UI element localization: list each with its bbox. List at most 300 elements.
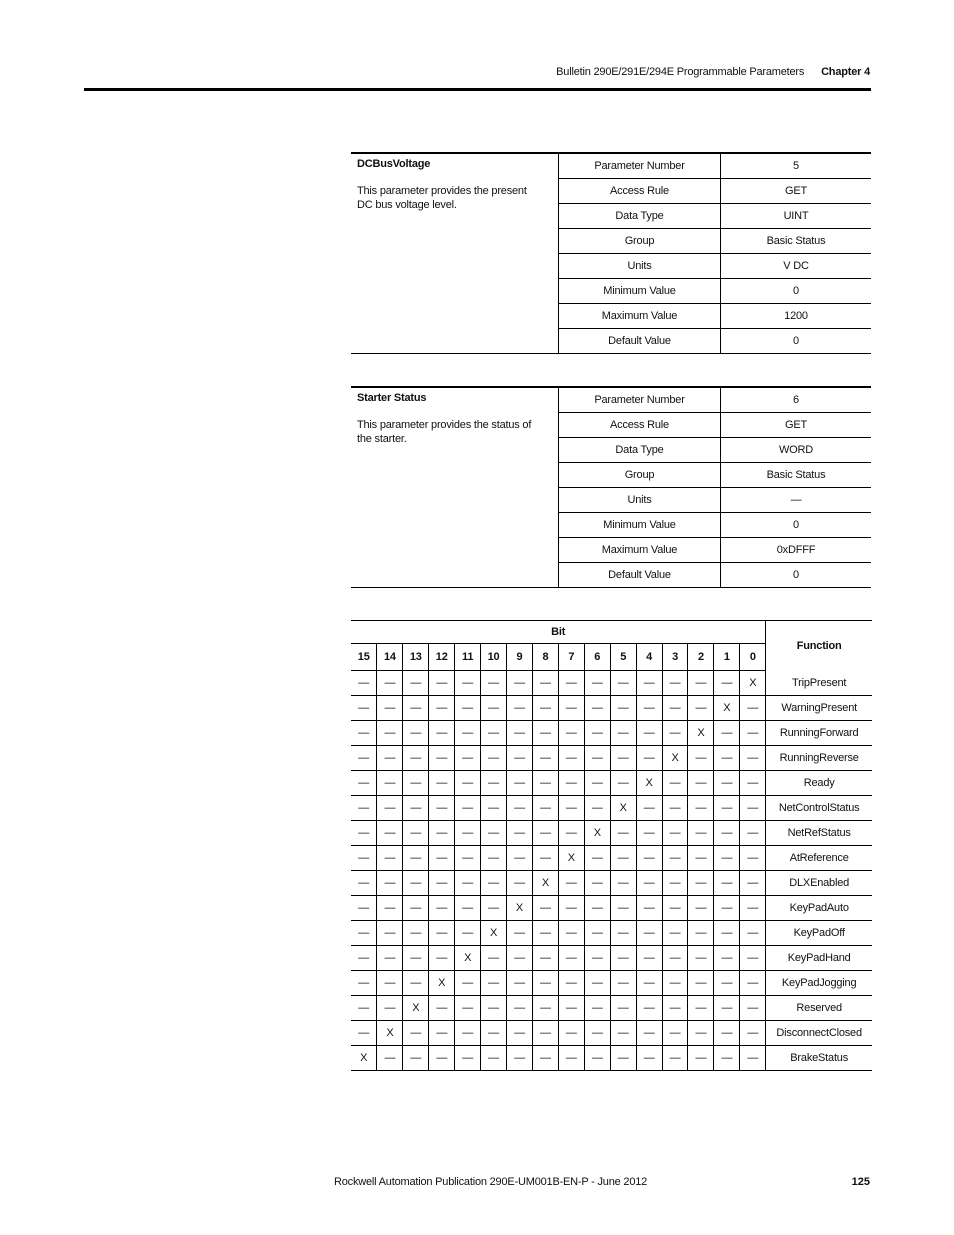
bit-cell: — bbox=[688, 971, 714, 996]
bit-cell: — bbox=[377, 896, 403, 921]
bit-cell: — bbox=[662, 796, 688, 821]
parameter-value: 5 bbox=[721, 153, 872, 179]
bit-cell: — bbox=[714, 671, 740, 696]
bit-cell: — bbox=[740, 846, 766, 871]
bit-cell: — bbox=[455, 771, 481, 796]
bit-cell: — bbox=[662, 896, 688, 921]
bit-cell: — bbox=[558, 746, 584, 771]
bit-cell: X bbox=[662, 746, 688, 771]
bit-cell: — bbox=[662, 821, 688, 846]
bit-cell: — bbox=[481, 871, 507, 896]
bit-cell: — bbox=[636, 796, 662, 821]
bit-cell: X bbox=[481, 921, 507, 946]
bit-cell: — bbox=[377, 946, 403, 971]
parameter-label: Access Rule bbox=[559, 179, 721, 204]
bit-cell: X bbox=[403, 996, 429, 1021]
bit-cell: — bbox=[714, 721, 740, 746]
bit-cell: — bbox=[714, 771, 740, 796]
bit-cell: — bbox=[610, 771, 636, 796]
parameter-value: — bbox=[721, 488, 872, 513]
bit-cell: — bbox=[403, 821, 429, 846]
bit-cell: — bbox=[636, 1021, 662, 1046]
parameter-table-starter-status bbox=[351, 386, 871, 588]
bit-header: Bit bbox=[351, 621, 766, 644]
bit-cell: — bbox=[558, 996, 584, 1021]
bit-cell: — bbox=[532, 946, 558, 971]
bit-cell: — bbox=[351, 746, 377, 771]
bit-cell: — bbox=[714, 821, 740, 846]
bit-cell: — bbox=[507, 846, 533, 871]
bit-row bbox=[351, 671, 872, 696]
bit-function: TripPresent bbox=[766, 671, 872, 696]
bit-cell: — bbox=[455, 996, 481, 1021]
bit-cell: — bbox=[610, 671, 636, 696]
bit-cell: — bbox=[455, 746, 481, 771]
bit-cell: — bbox=[403, 721, 429, 746]
bit-cell: — bbox=[403, 796, 429, 821]
bit-row bbox=[351, 1046, 872, 1071]
bit-cell: — bbox=[740, 796, 766, 821]
bit-cell: — bbox=[455, 1021, 481, 1046]
bit-cell: — bbox=[558, 971, 584, 996]
bit-cell: — bbox=[377, 971, 403, 996]
bit-cell: — bbox=[636, 921, 662, 946]
bit-number-15: 15 bbox=[351, 644, 377, 671]
bit-cell: — bbox=[507, 971, 533, 996]
bit-cell: X bbox=[429, 971, 455, 996]
bit-cell: — bbox=[532, 896, 558, 921]
bit-row bbox=[351, 696, 872, 721]
bit-cell: — bbox=[429, 871, 455, 896]
bit-cell: — bbox=[636, 671, 662, 696]
parameter-label: Minimum Value bbox=[559, 513, 721, 538]
bit-cell: — bbox=[558, 696, 584, 721]
bit-cell: — bbox=[403, 946, 429, 971]
bit-number-9: 9 bbox=[507, 644, 533, 671]
bit-cell: — bbox=[636, 946, 662, 971]
bit-cell: — bbox=[455, 846, 481, 871]
bit-cell: — bbox=[377, 721, 403, 746]
bit-cell: — bbox=[740, 971, 766, 996]
bit-cell: — bbox=[532, 771, 558, 796]
bit-cell: — bbox=[532, 746, 558, 771]
bit-cell: — bbox=[584, 996, 610, 1021]
bit-cell: — bbox=[636, 996, 662, 1021]
parameter-value: 0 bbox=[721, 279, 872, 304]
bit-function: RunningForward bbox=[766, 721, 872, 746]
bit-cell: — bbox=[610, 821, 636, 846]
bit-function: Ready bbox=[766, 771, 872, 796]
bit-cell: — bbox=[610, 871, 636, 896]
bit-cell: — bbox=[584, 946, 610, 971]
parameter-label: Units bbox=[559, 254, 721, 279]
bit-number-5: 5 bbox=[610, 644, 636, 671]
bit-cell: — bbox=[584, 846, 610, 871]
bit-cell: — bbox=[610, 846, 636, 871]
bit-cell: — bbox=[688, 746, 714, 771]
bit-cell: — bbox=[714, 896, 740, 921]
bit-cell: — bbox=[636, 896, 662, 921]
bit-function: NetRefStatus bbox=[766, 821, 872, 846]
bit-cell: — bbox=[507, 996, 533, 1021]
bit-cell: — bbox=[429, 796, 455, 821]
bit-cell: — bbox=[662, 846, 688, 871]
bit-cell: — bbox=[662, 871, 688, 896]
bit-cell: — bbox=[429, 721, 455, 746]
bit-number-3: 3 bbox=[662, 644, 688, 671]
bit-cell: — bbox=[688, 996, 714, 1021]
bit-cell: — bbox=[662, 971, 688, 996]
parameter-value: 0xDFFF bbox=[721, 538, 872, 563]
bit-number-12: 12 bbox=[429, 644, 455, 671]
bit-cell: — bbox=[714, 996, 740, 1021]
starter-status-bit-table bbox=[351, 620, 872, 1071]
bit-cell: — bbox=[688, 821, 714, 846]
parameter-table-dcbusvoltage bbox=[351, 152, 871, 354]
bit-cell: — bbox=[532, 921, 558, 946]
bit-cell: X bbox=[558, 846, 584, 871]
bit-cell: — bbox=[377, 921, 403, 946]
bit-cell: — bbox=[636, 1046, 662, 1071]
bit-cell: — bbox=[740, 1046, 766, 1071]
bit-function: KeyPadJogging bbox=[766, 971, 872, 996]
bit-function: BrakeStatus bbox=[766, 1046, 872, 1071]
bit-cell: X bbox=[740, 671, 766, 696]
bit-cell: — bbox=[455, 671, 481, 696]
bit-cell: — bbox=[455, 696, 481, 721]
parameter-description: This parameter provides the status of the starter. bbox=[357, 419, 532, 445]
bit-cell: — bbox=[532, 821, 558, 846]
bit-cell: — bbox=[662, 771, 688, 796]
bit-function: WarningPresent bbox=[766, 696, 872, 721]
bit-cell: — bbox=[377, 996, 403, 1021]
bit-number-4: 4 bbox=[636, 644, 662, 671]
bit-cell: — bbox=[662, 696, 688, 721]
bit-cell: — bbox=[403, 1021, 429, 1046]
bit-cell: — bbox=[662, 721, 688, 746]
bit-cell: — bbox=[481, 821, 507, 846]
bit-cell: — bbox=[351, 896, 377, 921]
bit-cell: — bbox=[636, 971, 662, 996]
bit-cell: — bbox=[429, 771, 455, 796]
bit-cell: — bbox=[532, 1021, 558, 1046]
bit-function: AtReference bbox=[766, 846, 872, 871]
bit-cell: — bbox=[351, 821, 377, 846]
parameter-value: 0 bbox=[721, 513, 872, 538]
bit-cell: — bbox=[688, 1021, 714, 1046]
bit-cell: — bbox=[662, 946, 688, 971]
bit-cell: — bbox=[714, 846, 740, 871]
bit-cell: — bbox=[532, 846, 558, 871]
bit-cell: — bbox=[636, 821, 662, 846]
bit-cell: — bbox=[740, 771, 766, 796]
bit-cell: — bbox=[610, 996, 636, 1021]
parameter-label: Default Value bbox=[559, 563, 721, 588]
bit-cell: — bbox=[610, 1046, 636, 1071]
bit-cell: — bbox=[688, 846, 714, 871]
bit-cell: — bbox=[584, 1021, 610, 1046]
bit-cell: X bbox=[507, 896, 533, 921]
bit-cell: — bbox=[740, 896, 766, 921]
bit-cell: — bbox=[455, 821, 481, 846]
bit-function: DisconnectClosed bbox=[766, 1021, 872, 1046]
bit-cell: — bbox=[584, 971, 610, 996]
bit-cell: — bbox=[740, 921, 766, 946]
bit-cell: X bbox=[377, 1021, 403, 1046]
parameter-value: V DC bbox=[721, 254, 872, 279]
bit-cell: — bbox=[377, 796, 403, 821]
bit-cell: — bbox=[558, 921, 584, 946]
bit-cell: — bbox=[507, 746, 533, 771]
bit-row bbox=[351, 746, 872, 771]
bit-cell: — bbox=[429, 746, 455, 771]
bit-cell: — bbox=[558, 1021, 584, 1046]
bit-cell: — bbox=[662, 996, 688, 1021]
bit-cell: — bbox=[714, 1021, 740, 1046]
bit-cell: — bbox=[351, 1021, 377, 1046]
bit-cell: — bbox=[584, 796, 610, 821]
bit-cell: — bbox=[507, 946, 533, 971]
header-chapter: Chapter 4 bbox=[821, 66, 870, 78]
bit-cell: — bbox=[532, 996, 558, 1021]
bit-number-13: 13 bbox=[403, 644, 429, 671]
bit-cell: — bbox=[481, 996, 507, 1021]
bit-cell: — bbox=[455, 871, 481, 896]
parameter-name: Starter Status bbox=[357, 392, 427, 404]
bit-cell: — bbox=[610, 971, 636, 996]
bit-function: KeyPadHand bbox=[766, 946, 872, 971]
bit-cell: — bbox=[688, 896, 714, 921]
bit-cell: — bbox=[481, 721, 507, 746]
bit-row bbox=[351, 971, 872, 996]
bit-cell: — bbox=[351, 871, 377, 896]
bit-cell: — bbox=[740, 946, 766, 971]
page-header bbox=[556, 66, 870, 78]
parameter-label: Access Rule bbox=[559, 413, 721, 438]
bit-cell: — bbox=[403, 746, 429, 771]
bit-cell: — bbox=[740, 746, 766, 771]
bit-cell: — bbox=[403, 1046, 429, 1071]
bit-row bbox=[351, 846, 872, 871]
bit-cell: — bbox=[377, 1046, 403, 1071]
parameter-value: WORD bbox=[721, 438, 872, 463]
bit-cell: X bbox=[714, 696, 740, 721]
bit-cell: — bbox=[532, 696, 558, 721]
bit-cell: — bbox=[610, 721, 636, 746]
bit-cell: — bbox=[455, 1046, 481, 1071]
parameter-row bbox=[351, 387, 871, 413]
bit-cell: — bbox=[714, 746, 740, 771]
footer-publication: Rockwell Automation Publication 290E-UM001B-EN-P - June 2012 bbox=[334, 1176, 648, 1188]
bit-number-6: 6 bbox=[584, 644, 610, 671]
parameter-label: Maximum Value bbox=[559, 538, 721, 563]
parameter-label: Maximum Value bbox=[559, 304, 721, 329]
bit-cell: — bbox=[610, 946, 636, 971]
bit-cell: — bbox=[351, 921, 377, 946]
bit-cell: — bbox=[455, 921, 481, 946]
header-rule bbox=[84, 88, 871, 91]
bit-cell: — bbox=[455, 721, 481, 746]
bit-cell: — bbox=[403, 896, 429, 921]
bit-cell: — bbox=[377, 771, 403, 796]
bit-cell: X bbox=[532, 871, 558, 896]
bit-cell: — bbox=[584, 696, 610, 721]
bit-cell: — bbox=[403, 696, 429, 721]
bit-cell: — bbox=[377, 696, 403, 721]
bit-cell: — bbox=[688, 1046, 714, 1071]
bit-cell: — bbox=[636, 746, 662, 771]
bit-cell: — bbox=[610, 896, 636, 921]
parameter-description-cell bbox=[351, 387, 559, 588]
bit-cell: — bbox=[429, 1046, 455, 1071]
parameter-label: Minimum Value bbox=[559, 279, 721, 304]
bit-cell: — bbox=[481, 896, 507, 921]
bit-cell: — bbox=[740, 821, 766, 846]
bit-cell: — bbox=[481, 746, 507, 771]
bit-cell: — bbox=[351, 971, 377, 996]
bit-cell: — bbox=[584, 896, 610, 921]
bit-cell: — bbox=[688, 946, 714, 971]
parameter-value: GET bbox=[721, 179, 872, 204]
bit-cell: — bbox=[532, 1046, 558, 1071]
bit-cell: — bbox=[429, 671, 455, 696]
bit-cell: — bbox=[662, 921, 688, 946]
bit-cell: — bbox=[558, 1046, 584, 1071]
bit-row bbox=[351, 796, 872, 821]
bit-cell: — bbox=[507, 771, 533, 796]
bit-cell: — bbox=[481, 1046, 507, 1071]
bit-cell: — bbox=[351, 946, 377, 971]
bit-function: RunningReverse bbox=[766, 746, 872, 771]
header-title: Bulletin 290E/291E/294E Programmable Parameters bbox=[556, 66, 805, 78]
parameter-value: Basic Status bbox=[721, 229, 872, 254]
bit-cell: — bbox=[481, 971, 507, 996]
bit-cell: — bbox=[403, 971, 429, 996]
bit-cell: — bbox=[662, 1021, 688, 1046]
parameter-label: Parameter Number bbox=[559, 387, 721, 413]
bit-function: DLXEnabled bbox=[766, 871, 872, 896]
bit-cell: — bbox=[429, 1021, 455, 1046]
bit-cell: — bbox=[507, 696, 533, 721]
bit-cell: — bbox=[714, 871, 740, 896]
bit-cell: X bbox=[688, 721, 714, 746]
bit-cell: — bbox=[351, 696, 377, 721]
bit-cell: — bbox=[507, 796, 533, 821]
bit-cell: — bbox=[429, 896, 455, 921]
bit-number-8: 8 bbox=[532, 644, 558, 671]
bit-cell: X bbox=[351, 1046, 377, 1071]
bit-cell: — bbox=[507, 1021, 533, 1046]
bit-row bbox=[351, 946, 872, 971]
bit-cell: — bbox=[610, 696, 636, 721]
bit-cell: — bbox=[429, 996, 455, 1021]
bit-cell: — bbox=[403, 846, 429, 871]
bit-cell: — bbox=[558, 771, 584, 796]
bit-cell: — bbox=[507, 721, 533, 746]
bit-cell: — bbox=[584, 721, 610, 746]
bit-cell: — bbox=[455, 971, 481, 996]
bit-cell: — bbox=[455, 796, 481, 821]
bit-cell: — bbox=[507, 871, 533, 896]
bit-number-7: 7 bbox=[558, 644, 584, 671]
parameter-value: 0 bbox=[721, 563, 872, 588]
bit-cell: — bbox=[558, 821, 584, 846]
bit-cell: — bbox=[481, 846, 507, 871]
parameter-label: Parameter Number bbox=[559, 153, 721, 179]
bit-cell: X bbox=[610, 796, 636, 821]
bit-cell: X bbox=[455, 946, 481, 971]
bit-cell: — bbox=[584, 671, 610, 696]
bit-cell: X bbox=[636, 771, 662, 796]
parameter-value: 0 bbox=[721, 329, 872, 354]
bit-cell: — bbox=[403, 671, 429, 696]
bit-cell: — bbox=[481, 796, 507, 821]
parameter-name: DCBusVoltage bbox=[357, 158, 431, 170]
bit-row bbox=[351, 1021, 872, 1046]
parameter-value: GET bbox=[721, 413, 872, 438]
bit-cell: — bbox=[507, 921, 533, 946]
bit-cell: — bbox=[429, 821, 455, 846]
parameter-label: Units bbox=[559, 488, 721, 513]
bit-cell: — bbox=[740, 996, 766, 1021]
bit-cell: — bbox=[688, 696, 714, 721]
bit-cell: — bbox=[403, 871, 429, 896]
bit-cell: — bbox=[532, 671, 558, 696]
bit-cell: — bbox=[558, 871, 584, 896]
bit-cell: — bbox=[429, 921, 455, 946]
bit-number-2: 2 bbox=[688, 644, 714, 671]
bit-cell: — bbox=[481, 671, 507, 696]
bit-cell: — bbox=[610, 921, 636, 946]
bit-cell: — bbox=[610, 746, 636, 771]
parameter-label: Group bbox=[559, 229, 721, 254]
bit-cell: — bbox=[740, 721, 766, 746]
bit-number-11: 11 bbox=[455, 644, 481, 671]
bit-cell: — bbox=[714, 921, 740, 946]
bit-cell: — bbox=[584, 871, 610, 896]
bit-cell: — bbox=[688, 771, 714, 796]
bit-cell: — bbox=[507, 1046, 533, 1071]
bit-cell: — bbox=[481, 771, 507, 796]
bit-cell: — bbox=[377, 846, 403, 871]
bit-cell: — bbox=[507, 671, 533, 696]
bit-row bbox=[351, 896, 872, 921]
bit-cell: — bbox=[558, 946, 584, 971]
bit-cell: — bbox=[714, 1046, 740, 1071]
bit-cell: — bbox=[558, 671, 584, 696]
bit-cell: — bbox=[532, 971, 558, 996]
bit-cell: — bbox=[403, 771, 429, 796]
bit-function: KeyPadOff bbox=[766, 921, 872, 946]
function-header: Function bbox=[766, 621, 872, 671]
bit-function: NetControlStatus bbox=[766, 796, 872, 821]
bit-cell: — bbox=[558, 896, 584, 921]
bit-cell: — bbox=[429, 846, 455, 871]
parameter-description-cell bbox=[351, 153, 559, 354]
bit-number-14: 14 bbox=[377, 644, 403, 671]
bit-cell: — bbox=[662, 1046, 688, 1071]
parameter-row bbox=[351, 153, 871, 179]
bit-cell: — bbox=[481, 1021, 507, 1046]
bit-cell: — bbox=[714, 971, 740, 996]
page-number: 125 bbox=[851, 1176, 870, 1188]
bit-cell: — bbox=[636, 721, 662, 746]
bit-cell: — bbox=[351, 846, 377, 871]
bit-cell: — bbox=[610, 1021, 636, 1046]
bit-cell: — bbox=[584, 1046, 610, 1071]
bit-cell: — bbox=[532, 721, 558, 746]
bit-cell: — bbox=[429, 696, 455, 721]
